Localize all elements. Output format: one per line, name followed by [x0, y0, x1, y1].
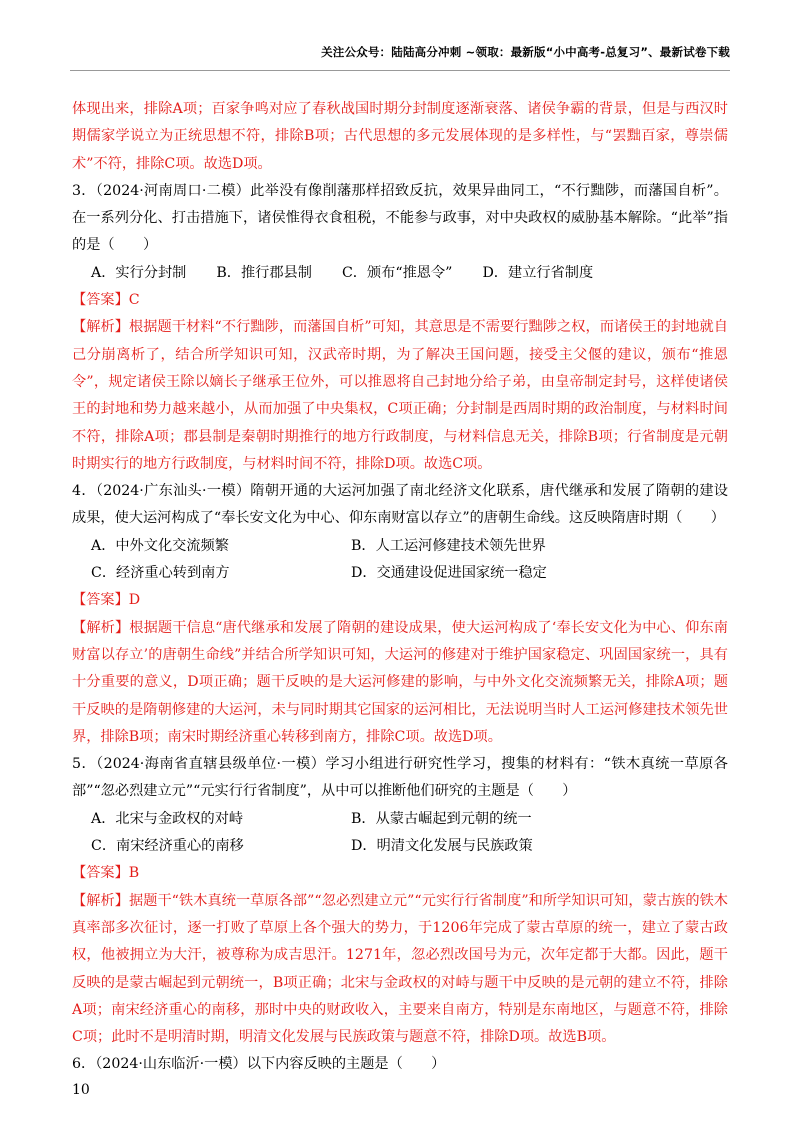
option-b: B．从蒙古崛起到元朝的统一	[351, 810, 532, 827]
option-d: D．交通建设促进国家统一稳定	[351, 565, 547, 582]
question-4-stem: 4．（2024·广东汕头·一模）隋朝开通的大运河加强了南北经济文化联系，唐代继承和发展了隋朝的建设成果，使大运河构成了“奉长安文化为中心、仰东南财富以存立”的唐朝生命线。这反映隋唐时期（ ）	[72, 483, 728, 527]
option-a: A．北宋与金政权的对峙	[91, 810, 244, 827]
question-4-analysis: 【解析】根据题干信息“唐代继承和发展了隋朝的建设成果，使大运河构成了‘奉长安文化为中心、仰东南财富以存立’的唐朝生命线”并结合所学知识可知，大运河的修建对于维护国家稳定、巩固国家统一，具有十分重要的意义，D项正确；题干反映的是大运河修建的影响，与中外文化交流频繁无关，排除A项；题干反映的是隋朝修建的大运河，未与同时期其它国家的运河相比，无法说明当时人工运河修建技术领先世界，排除B项；南宋时期经济重心转移到南方，排除C项。故选D项。	[72, 619, 728, 745]
page-header: 关注公众号：陆陆高分冲刺 ~领取：最新版“小中高考-总复习”、最新试卷下载	[321, 45, 730, 59]
question-5-stem: 5．（2024·海南省直辖县级单位·一模）学习小组进行研究性学习，搜集的材料有：“铁木真统一草原各部”“忽必烈建立元”“元实行行省制度”，从中可以推断他们研究的主题是（ ）	[72, 756, 728, 800]
option-a: A．实行分封制	[91, 264, 187, 281]
question-4-answer: 【答案】D	[72, 592, 141, 609]
option-b: B．人工运河修建技术领先世界	[351, 537, 546, 554]
question-5-analysis: 【解析】据题干“铁木真统一草原各部”“忽必烈建立元”“元实行行省制度”和所学知识可知，蒙古族的铁木真率部多次征讨，逐一打败了草原上各个强大的势力，于1206年完成了蒙古草原的统一，建立了蒙古政权，他被拥立为大汗，被尊称为成吉思汗。1271年，忽必烈改国号为元，次年定都于大都。因此，题干反映的是蒙古崛起到元朝统一，B项正确；北宋与金政权的对峙与题干中反映的是元朝的建立不符，排除A项；南宋经济重心的南移，那时中央的财政收入，主要来自南方，特别是东南地区，与题意不符，排除C项；此时不是明清时期，明清文化发展与民族政策与题意不符，排除D项。故选B项。	[72, 892, 728, 1046]
question-3-stem: 3．（2024·河南周口·二模）此举没有像削藩那样招致反抗，效果异曲同工，“不行黜陟，而藩国自析”。在一系列分化、打击措施下，诸侯惟得衣食租税，不能参与政事，对中央政权的威胁基本解除。“此举”指的是（ ）	[72, 182, 728, 254]
question-4-options	[72, 533, 728, 588]
question-5-answer: 【答案】B	[72, 865, 140, 882]
page-number: 10	[72, 1082, 90, 1098]
option-c: C．颁布“推恩令”	[341, 264, 453, 281]
option-a: A．中外文化交流频繁	[91, 537, 229, 554]
question-3-options	[72, 260, 728, 287]
question-3-answer: 【答案】C	[72, 292, 140, 309]
document-body	[72, 96, 728, 1079]
option-b: B．推行郡县制	[216, 264, 312, 281]
option-c: C．经济重心转到南方	[91, 565, 230, 582]
question-3-analysis: 【解析】根据题干材料“不行黜陟，而藩国自析”可知，其意思是不需要行黜陟之权，而诸侯王的封地就自己分崩离析了，结合所学知识可知，汉武帝时期，为了解决王国问题，接受主父偃的建议，颁布“推恩令”，规定诸侯王除以嫡长子继承王位外，可以推恩将自己封地分给子弟，由皇帝制定封号，这样使诸侯王的封地和势力越来越小，从而加强了中央集权，C项正确；分封制是西周时期的政治制度，与材料时间不符，排除A项；郡县制是秦朝时期推行的地方行政制度，与材料信息无关，排除B项；行省制度是元朝时期实行的地方行政制度，与材料时间不符，排除D项。故选C项。	[72, 319, 728, 472]
option-c: C．南宋经济重心的南移	[91, 838, 244, 855]
header-divider	[70, 70, 730, 71]
previous-analysis-continuation: 体现出来，排除A项；百家争鸣对应了春秋战国时期分封制度逐渐衰落、诸侯争霸的背景，但是与西汉时期儒家学说立为正统思想不符，排除B项；古代思想的多元发展体现的是多样性，与“罢黜百家，尊崇儒术”不符，排除C项。故选D项。	[72, 101, 728, 172]
question-6-stem: 6．（2024·山东临沂·一模）以下内容反映的主题是（ ）	[72, 1056, 446, 1073]
question-5-options	[72, 806, 728, 861]
option-d: D．建立行省制度	[482, 264, 594, 281]
option-d: D．明清文化发展与民族政策	[351, 838, 533, 855]
